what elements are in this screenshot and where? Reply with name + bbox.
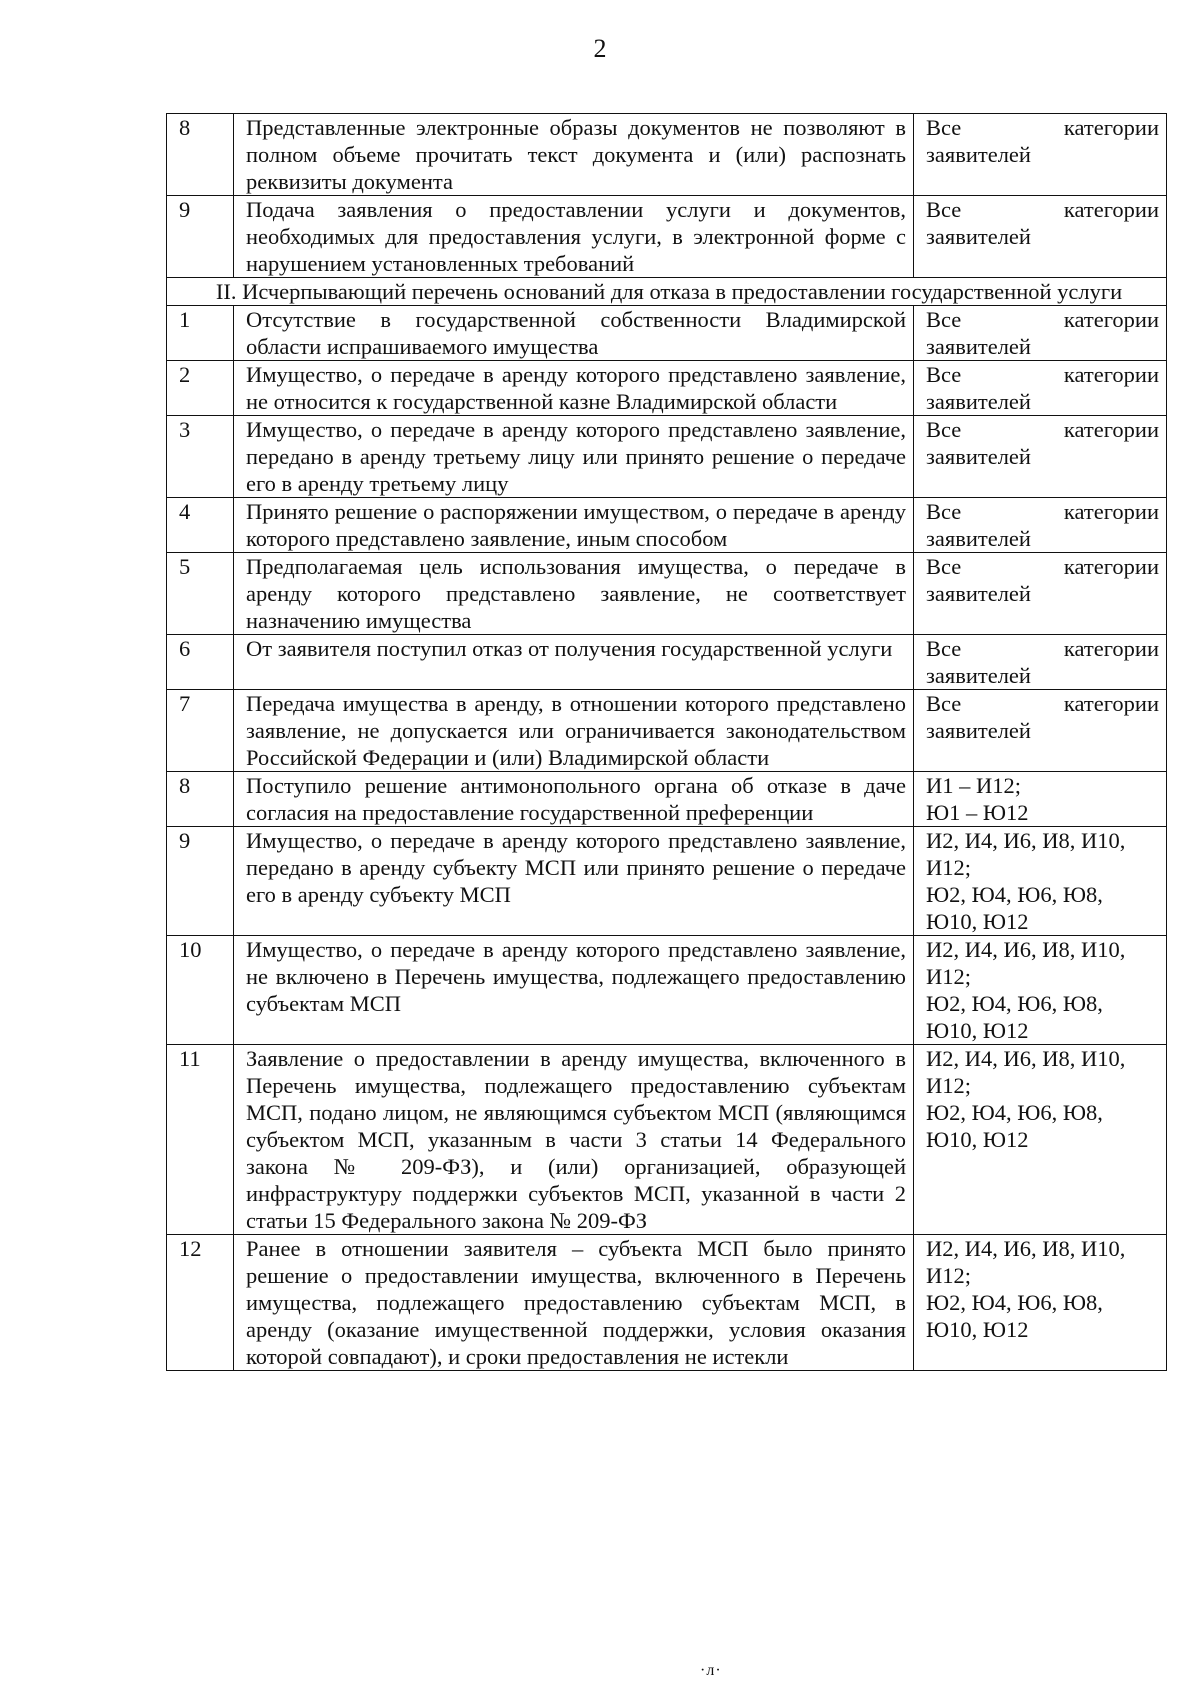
category-line: И2, И4, И6, И8, И10, И12; [926, 1236, 1126, 1288]
row-number: 9 [167, 827, 234, 936]
table-row [167, 1235, 1167, 1371]
category-line: заявителей [926, 526, 1031, 551]
category-line: Ю2, Ю4, Ю6, Ю8, Ю10, Ю12 [926, 1290, 1103, 1342]
row-number: 10 [167, 936, 234, 1045]
category-line: Все категории [926, 636, 1159, 661]
row-applicant-category [914, 635, 1167, 690]
row-ground-text: Имущество, о передаче в аренду которого представлено заявление, не относится к государственной казне Владимирской области [234, 361, 914, 416]
row-ground-text: Подача заявления о предоставлении услуги и документов, необходимых для предоставления услуги, в электронной форме с нарушением установленных требований [234, 196, 914, 278]
category-line: Все категории [926, 554, 1159, 579]
row-ground-text: Представленные электронные образы документов не позволяют в полном объеме прочитать текст документа и (или) распознать реквизиты документа [234, 114, 914, 196]
category-line: заявителей [926, 581, 1031, 606]
row-ground-text: Имущество, о передаче в аренду которого представлено заявление, передано в аренду третьему лицу или принято решение о передаче его в аренду третьему лицу [234, 416, 914, 498]
table-row [167, 361, 1167, 416]
row-ground-text: Принято решение о распоряжении имуществом, о передаче в аренду которого представлено заявление, иным способом [234, 498, 914, 553]
row-ground-text: Заявление о предоставлении в аренду имущества, включенного в Перечень имущества, подлежащего предоставлению субъектам МСП, подано лицом, не являющимся субъектом МСП (являющимся субъектом МСП, указанным в части 3 статьи 14 Федерального закона № 209-ФЗ), и (или) организацией, образующей инфраструктуру поддержки субъектов МСП, указанной в части 2 статьи 15 Федерального закона № 209-ФЗ [234, 1045, 914, 1235]
table-row [167, 690, 1167, 772]
category-line: заявителей [926, 389, 1031, 414]
row-applicant-category [914, 936, 1167, 1045]
category-line: Все категории [926, 307, 1159, 332]
row-applicant-category [914, 772, 1167, 827]
row-ground-text: Имущество, о передаче в аренду которого представлено заявление, передано в аренду субъекту МСП или принято решение о передаче его в аренду субъекту МСП [234, 827, 914, 936]
row-number: 2 [167, 361, 234, 416]
table-row [167, 196, 1167, 278]
row-number: 6 [167, 635, 234, 690]
category-line: Все категории [926, 499, 1159, 524]
row-number: 7 [167, 690, 234, 772]
row-applicant-category [914, 196, 1167, 278]
row-number: 5 [167, 553, 234, 635]
row-ground-text: Передача имущества в аренду, в отношении которого представлено заявление, не допускается или ограничивается законодательством Российской Федерации и (или) Владимирской области [234, 690, 914, 772]
category-line: заявителей [926, 663, 1031, 688]
category-line: Все категории [926, 197, 1159, 222]
row-number: 4 [167, 498, 234, 553]
table-row [167, 936, 1167, 1045]
table-row [167, 635, 1167, 690]
row-applicant-category [914, 1235, 1167, 1371]
category-line: Ю2, Ю4, Ю6, Ю8, Ю10, Ю12 [926, 1100, 1103, 1152]
category-line: заявителей [926, 142, 1031, 167]
row-number: 8 [167, 772, 234, 827]
row-number: 12 [167, 1235, 234, 1371]
category-line: Все категории [926, 691, 1159, 716]
table-row [167, 772, 1167, 827]
row-ground-text: Ранее в отношении заявителя – субъекта МСП было принято решение о предоставлении имущества, включенного в Перечень имущества, подлежащего предоставлению субъектам МСП, в аренду (оказание имущественной поддержки, условия оказания которой совпадают), и сроки предоставления не истекли [234, 1235, 914, 1371]
category-line: И2, И4, И6, И8, И10, И12; [926, 828, 1126, 880]
row-applicant-category [914, 827, 1167, 936]
table-section-header [167, 278, 1167, 306]
category-line: И1 – И12; [926, 773, 1021, 798]
grounds-table [166, 113, 1167, 1371]
category-line: заявителей [926, 444, 1031, 469]
category-line: И2, И4, И6, И8, И10, И12; [926, 1046, 1126, 1098]
row-applicant-category [914, 306, 1167, 361]
row-number: 8 [167, 114, 234, 196]
table-row [167, 827, 1167, 936]
category-line: Все категории [926, 362, 1159, 387]
table-row [167, 1045, 1167, 1235]
table-part-2 [167, 306, 1167, 1371]
table-row [167, 553, 1167, 635]
table-row [167, 306, 1167, 361]
category-line: заявителей [926, 718, 1031, 743]
page-number: 2 [593, 34, 607, 63]
row-applicant-category [914, 498, 1167, 553]
row-applicant-category [914, 690, 1167, 772]
category-line: Ю2, Ю4, Ю6, Ю8, Ю10, Ю12 [926, 991, 1103, 1043]
category-line: заявителей [926, 334, 1031, 359]
row-ground-text: Предполагаемая цель использования имущества, о передаче в аренду которого представлено заявление, не соответствует назначению имущества [234, 553, 914, 635]
row-applicant-category [914, 416, 1167, 498]
row-number: 9 [167, 196, 234, 278]
category-line: И2, И4, И6, И8, И10, И12; [926, 937, 1126, 989]
section-title: II. Исчерпывающий перечень оснований для отказа в предоставлении государственной услуги [167, 278, 1167, 306]
category-line: Все категории [926, 115, 1159, 140]
table-part-1 [167, 114, 1167, 278]
row-ground-text: Отсутствие в государственной собственности Владимирской области испрашиваемого имущества [234, 306, 914, 361]
category-line: Ю1 – Ю12 [926, 800, 1029, 825]
row-number: 11 [167, 1045, 234, 1235]
table-row [167, 114, 1167, 196]
row-ground-text: От заявителя поступил отказ от получения государственной услуги [234, 635, 914, 690]
section-row [167, 278, 1167, 306]
row-number: 1 [167, 306, 234, 361]
row-applicant-category [914, 1045, 1167, 1235]
table-row [167, 498, 1167, 553]
row-ground-text: Поступило решение антимонопольного органа об отказе в даче согласия на предоставление государственной преференции [234, 772, 914, 827]
row-number: 3 [167, 416, 234, 498]
row-ground-text: Имущество, о передаче в аренду которого представлено заявление, не включено в Перечень имущества, подлежащего предоставлению субъектам МСП [234, 936, 914, 1045]
category-line: заявителей [926, 224, 1031, 249]
row-applicant-category [914, 361, 1167, 416]
table-row [167, 416, 1167, 498]
row-applicant-category [914, 114, 1167, 196]
row-applicant-category [914, 553, 1167, 635]
category-line: Все категории [926, 417, 1159, 442]
category-line: Ю2, Ю4, Ю6, Ю8, Ю10, Ю12 [926, 882, 1103, 934]
footer-mark: ·л· [700, 1662, 722, 1679]
